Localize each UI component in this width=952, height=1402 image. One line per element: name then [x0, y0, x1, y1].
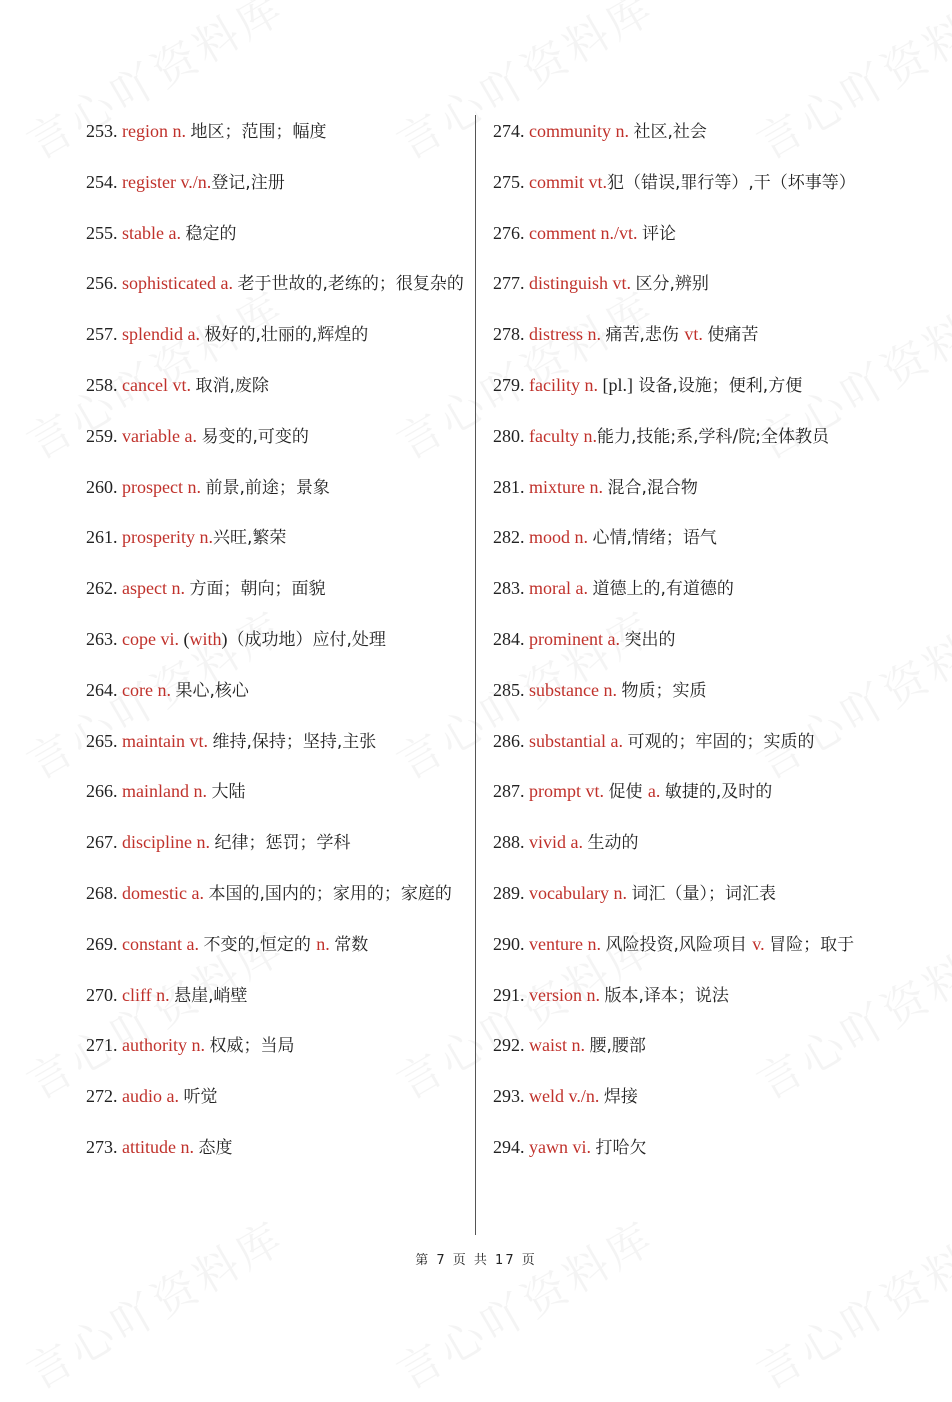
entry-word: venture n. [524, 933, 606, 954]
entry-number: 256. [86, 273, 118, 294]
entry-word: stable a. [117, 222, 186, 243]
entry-definition: 风险投资,风险项目 [605, 934, 753, 955]
entry-text: ) [221, 628, 228, 649]
vocab-entry [86, 215, 464, 253]
vocab-entry [493, 316, 885, 354]
entry-word: with [189, 628, 222, 649]
vocab-entry [493, 113, 885, 151]
entry-number: 267. [86, 832, 118, 853]
entry-number: 279. [493, 374, 525, 395]
vocab-entry [493, 672, 885, 710]
entry-word: cliff n. [117, 984, 175, 1005]
entry-number: 254. [86, 171, 118, 192]
entry-definition: 稳定的 [185, 223, 237, 244]
entry-definition: 悬崖,峭壁 [174, 985, 248, 1006]
entry-number: 288. [493, 832, 525, 853]
entry-definition: 版本,译本；说法 [604, 985, 729, 1006]
vocab-entry [493, 1027, 885, 1065]
entry-definition: （成功地）应付,处理 [227, 629, 386, 650]
entry-number: 270. [86, 984, 118, 1005]
vocab-entry [493, 977, 885, 1015]
vocab-entry [86, 672, 464, 710]
entry-number: 262. [86, 578, 118, 599]
entry-word: prosperity n. [117, 527, 213, 548]
vocab-entry [86, 773, 464, 811]
entry-definition: 大陆 [211, 782, 246, 803]
entry-word: v. [752, 933, 770, 954]
entry-word: a. [647, 781, 665, 802]
entry-number: 263. [86, 628, 118, 649]
watermark-text [13, 1202, 294, 1401]
entry-word: prospect n. [117, 476, 206, 497]
entry-definition: 听觉 [183, 1087, 218, 1108]
entry-word: discipline n. [117, 832, 215, 853]
entry-definition: 态度 [198, 1137, 233, 1158]
vocab-entry [86, 265, 464, 303]
entry-word: yawn vi. [524, 1136, 596, 1157]
vocab-entry [86, 875, 464, 913]
entry-number: 276. [493, 222, 525, 243]
entry-number: 255. [86, 222, 118, 243]
vocab-entry [86, 1129, 464, 1167]
entry-word: cope vi. [117, 628, 184, 649]
entry-word: attitude n. [117, 1136, 199, 1157]
entry-definition: 生动的 [587, 833, 639, 854]
entry-text: [pl.] [602, 374, 633, 395]
vocab-entry [493, 164, 885, 202]
entry-number: 277. [493, 273, 525, 294]
watermark-text [743, 1202, 952, 1401]
entry-number: 253. [86, 121, 118, 141]
entry-word: mood n. [524, 527, 593, 548]
vocab-column-right [493, 113, 885, 1180]
entry-word: authority n. [117, 1035, 210, 1056]
entry-word: aspect n. [117, 578, 190, 599]
entry-number: 259. [86, 425, 118, 446]
entry-number: 258. [86, 374, 118, 395]
entry-number: 266. [86, 781, 118, 802]
entry-number: 282. [493, 527, 525, 548]
entry-number: 273. [86, 1136, 118, 1157]
vocab-entry [86, 113, 464, 151]
entry-word: faculty n. [524, 425, 597, 446]
entry-number: 272. [86, 1086, 118, 1107]
entry-word: constant a. [117, 933, 204, 954]
entry-definition: 前景,前途；景象 [205, 477, 330, 498]
entry-definition: 纪律；惩罚；学科 [214, 833, 351, 854]
entry-number: 268. [86, 882, 118, 903]
entry-word: vt. [684, 324, 708, 345]
entry-number: 287. [493, 781, 525, 802]
entry-word: comment n./vt. [524, 222, 642, 243]
entry-word: n. [316, 933, 335, 954]
vocab-entry [86, 723, 464, 761]
entry-definition: 登记,注册 [211, 172, 285, 193]
entry-definition: 可观的；牢固的；实质的 [627, 731, 815, 752]
vocab-entry [86, 367, 464, 405]
entry-word: community n. [524, 121, 634, 141]
entry-number: 292. [493, 1035, 525, 1056]
entry-definition: 道德上的,有道德的 [592, 579, 734, 600]
entry-number: 261. [86, 527, 118, 548]
entry-definition: 能力,技能;系,学科/院;全体教员 [596, 426, 829, 447]
entry-word: domestic a. [117, 882, 209, 903]
entry-definition: 不变的,恒定的 [203, 934, 317, 955]
vocab-entry [493, 519, 885, 557]
entry-word: distress n. [524, 324, 606, 345]
entry-definition: 权威；当局 [209, 1036, 295, 1057]
vocab-entry [86, 926, 464, 964]
vocab-entry [493, 824, 885, 862]
watermark-text [383, 1202, 664, 1401]
entry-definition: 社区,社会 [633, 122, 707, 142]
vocab-entry [86, 164, 464, 202]
vocab-entry [86, 469, 464, 507]
entry-word: sophisticated a. [117, 273, 238, 294]
entry-word: register v./n. [117, 171, 212, 192]
vocab-column-left [86, 113, 464, 1180]
entry-definition: 取消,废除 [195, 375, 269, 396]
entry-definition: 评论 [641, 223, 676, 244]
entry-number: 265. [86, 730, 118, 751]
entry-word: audio a. [117, 1086, 184, 1107]
entry-definition: 痛苦,悲伤 [605, 325, 685, 346]
page-footer: 第 7 页 共 17 页 [415, 1253, 537, 1268]
entry-definition: 易变的,可变的 [201, 426, 309, 447]
vocab-entry [493, 570, 885, 608]
entry-word: moral a. [524, 578, 593, 599]
entry-word: variable a. [117, 425, 202, 446]
entry-word: prominent a. [524, 628, 625, 649]
vocab-entry [86, 824, 464, 862]
entry-number: 271. [86, 1035, 118, 1056]
entry-definition: 词汇（量）；词汇表 [631, 883, 776, 904]
vocab-entry [493, 773, 885, 811]
entry-number: 294. [493, 1136, 525, 1157]
vocab-entry [493, 418, 885, 456]
entry-definition: 焊接 [603, 1087, 638, 1108]
vocab-entry [86, 316, 464, 354]
entry-word: mainland n. [117, 781, 212, 802]
entry-word: vocabulary n. [524, 882, 632, 903]
entry-word: core n. [117, 679, 176, 700]
entry-number: 289. [493, 882, 525, 903]
entry-definition: 突出的 [624, 629, 676, 650]
entry-number: 286. [493, 730, 525, 751]
entry-definition: 心情,情绪；语气 [592, 528, 717, 549]
vocab-entry [493, 469, 885, 507]
vocab-entry [86, 519, 464, 557]
vocab-entry [86, 621, 464, 659]
entry-number: 293. [493, 1086, 525, 1107]
vocab-entry [493, 265, 885, 303]
entry-number: 280. [493, 425, 525, 446]
entry-definition: 极好的,壮丽的,辉煌的 [204, 325, 369, 346]
entry-word: weld v./n. [524, 1086, 604, 1107]
entry-number: 278. [493, 324, 525, 345]
column-divider [475, 115, 476, 1235]
vocab-entry [86, 418, 464, 456]
vocab-entry [493, 723, 885, 761]
entry-definition: 混合,混合物 [607, 477, 698, 498]
entry-number: 283. [493, 578, 525, 599]
entry-word: cancel vt. [117, 374, 196, 395]
vocab-entry [86, 1027, 464, 1065]
entry-number: 274. [493, 121, 525, 141]
entry-number: 269. [86, 933, 118, 954]
vocab-entry [493, 926, 885, 964]
entry-text: ( [183, 628, 190, 649]
entry-definition: 常数 [334, 934, 369, 955]
entry-definition: 设备,设施；便利,方便 [632, 375, 803, 396]
entry-number: 291. [493, 984, 525, 1005]
entry-definition: 使痛苦 [707, 325, 759, 346]
entry-word: splendid a. [117, 324, 205, 345]
vocab-entry [493, 1078, 885, 1116]
entry-number: 284. [493, 628, 525, 649]
entry-number: 275. [493, 171, 525, 192]
entry-definition: 腰,腰部 [589, 1036, 646, 1057]
entry-number: 281. [493, 476, 525, 497]
entry-number: 257. [86, 324, 118, 345]
entry-definition: 冒险；取于 [769, 934, 855, 955]
entry-definition: 犯（错误,罪行等）,干（坏事等） [607, 172, 856, 193]
entry-definition: 老于世故的,老练的；很复杂的 [237, 274, 464, 295]
entry-number: 264. [86, 679, 118, 700]
entry-number: 260. [86, 476, 118, 497]
entry-word: prompt vt. [524, 781, 609, 802]
entry-definition: 区分,辨别 [635, 274, 709, 295]
vocab-entry [86, 1078, 464, 1116]
entry-definition: 物质；实质 [621, 680, 707, 701]
entry-word: substantial a. [524, 730, 628, 751]
entry-word: waist n. [524, 1035, 590, 1056]
vocab-entry [493, 1129, 885, 1167]
entry-word: mixture n. [524, 476, 608, 497]
entry-word: commit vt. [524, 171, 607, 192]
entry-definition: 敏捷的,及时的 [664, 782, 773, 803]
entry-number: 290. [493, 933, 525, 954]
entry-definition: 兴旺,繁荣 [212, 528, 287, 549]
vocab-entry [86, 977, 464, 1015]
entry-number: 285. [493, 679, 525, 700]
entry-word: distinguish vt. [524, 273, 636, 294]
vocab-entry [86, 570, 464, 608]
entry-word: facility n. [524, 374, 603, 395]
entry-definition: 方面；朝向；面貌 [189, 579, 326, 600]
vocab-entry [493, 875, 885, 913]
entry-definition: 打哈欠 [595, 1137, 647, 1158]
entry-definition: 维持,保持；坚持,主张 [212, 731, 377, 752]
vocab-entry [493, 215, 885, 253]
entry-word: region n. [117, 121, 191, 141]
entry-definition: 果心,核心 [175, 680, 249, 701]
entry-word: substance n. [524, 679, 622, 700]
entry-definition: 地区；范围；幅度 [190, 122, 327, 142]
vocab-entry [493, 621, 885, 659]
entry-definition: 本国的,国内的；家用的；家庭的 [208, 883, 452, 904]
entry-definition: 促使 [608, 782, 648, 803]
entry-word: version n. [524, 984, 605, 1005]
entry-word: vivid a. [524, 832, 588, 853]
entry-word: maintain vt. [117, 730, 213, 751]
vocab-entry [493, 367, 885, 405]
